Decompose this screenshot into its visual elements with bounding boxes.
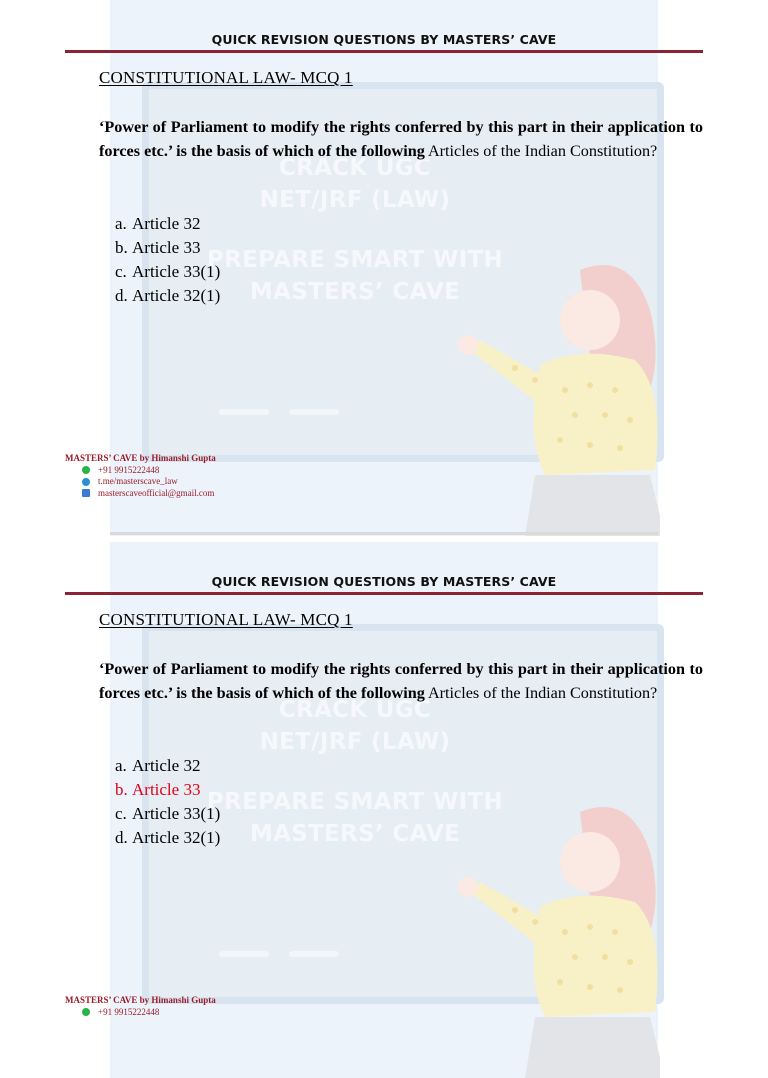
header-rule bbox=[65, 592, 703, 595]
teacher-illustration bbox=[440, 792, 660, 1078]
watermark-text-1: CRACK UGC NET/JRF (LAW) bbox=[259, 697, 451, 755]
mcq-title: CONSTITUTIONAL LAW- MCQ 1 bbox=[99, 68, 353, 87]
footer-email-row[interactable]: masterscaveofficial@gmail.com bbox=[65, 488, 216, 500]
option-b: b. Article 33 bbox=[115, 238, 201, 257]
header-rule bbox=[65, 50, 703, 53]
question-text bbox=[99, 657, 703, 705]
page-header: QUICK REVISION QUESTIONS BY MASTERS’ CAVE bbox=[211, 32, 557, 47]
document-page-1 bbox=[0, 0, 768, 536]
option-b-correct: b. Article 33 bbox=[115, 780, 201, 799]
option-a: a. Article 32 bbox=[115, 214, 201, 233]
option-d: d. Article 32(1) bbox=[115, 828, 221, 847]
options-list bbox=[115, 754, 220, 850]
watermark-text-1: CRACK UGC NET/JRF (LAW) bbox=[259, 155, 451, 213]
whatsapp-icon bbox=[82, 1008, 90, 1016]
contact-footer bbox=[65, 453, 216, 499]
footer-phone-row: +91 9915222448 bbox=[65, 1007, 216, 1019]
option-d: d. Article 32(1) bbox=[115, 286, 221, 305]
question-rest-part: Articles of the Indian Constitution? bbox=[424, 684, 658, 702]
watermark-text-2: PREPARE SMART WITH MASTERS’ CAVE bbox=[206, 789, 504, 847]
whatsapp-icon bbox=[82, 466, 90, 474]
question-rest-part: Articles of the Indian Constitution? bbox=[424, 142, 658, 160]
option-c: c. Article 33(1) bbox=[115, 804, 221, 823]
footer-brand: MASTERS’ CAVE by Himanshi Gupta bbox=[65, 995, 216, 1005]
page-header: QUICK REVISION QUESTIONS BY MASTERS’ CAVE bbox=[211, 574, 557, 589]
watermark-text-2: PREPARE SMART WITH MASTERS’ CAVE bbox=[206, 247, 504, 305]
footer-telegram-row[interactable]: t.me/masterscave_law bbox=[65, 476, 216, 488]
footer-brand: MASTERS’ CAVE by Himanshi Gupta bbox=[65, 453, 216, 463]
question-bold-part: ‘Power of Parliament to modify the rights conferred by this part in their application to forces etc.’ is the basis of which of the following bbox=[99, 118, 703, 160]
teacher-illustration bbox=[440, 250, 660, 536]
options-list bbox=[115, 212, 220, 308]
mail-icon bbox=[82, 489, 90, 497]
mcq-title: CONSTITUTIONAL LAW- MCQ 1 bbox=[99, 610, 353, 629]
telegram-icon bbox=[82, 478, 90, 486]
contact-footer bbox=[65, 995, 216, 1018]
option-c: c. Article 33(1) bbox=[115, 262, 221, 281]
page-separator bbox=[110, 532, 658, 535]
footer-phone-row: +91 9915222448 bbox=[65, 465, 216, 477]
question-text bbox=[99, 115, 703, 163]
option-a: a. Article 32 bbox=[115, 756, 201, 775]
question-bold-part: ‘Power of Parliament to modify the rights conferred by this part in their application to forces etc.’ is the basis of which of the following bbox=[99, 660, 703, 702]
document-page-2 bbox=[0, 542, 768, 1078]
